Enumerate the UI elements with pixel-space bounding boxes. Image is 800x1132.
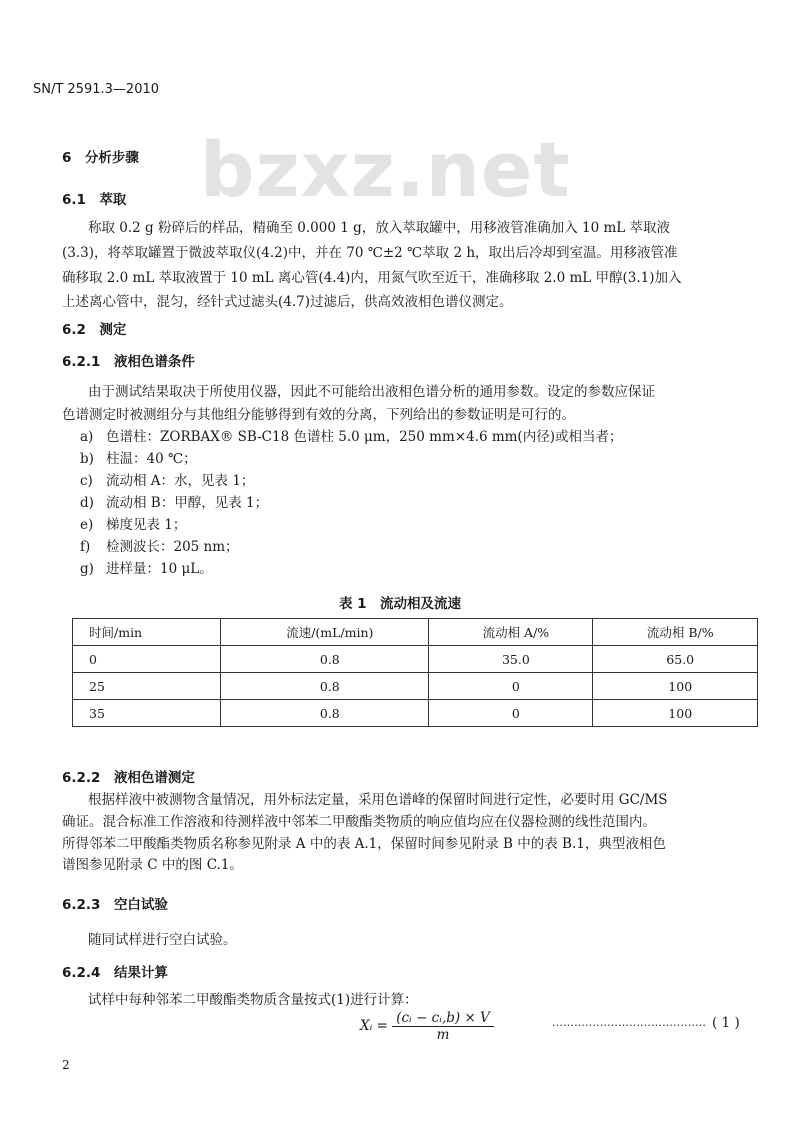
section-6-heading	[62, 146, 139, 166]
paragraph-line: 谱图参见附录 C 中的图 C.1。	[62, 857, 243, 873]
section-6-2-2-heading	[62, 766, 195, 786]
list-item	[80, 425, 622, 445]
list-text: 流动相 B：甲醇，见表 1；	[106, 495, 269, 511]
section-6-1-heading	[62, 188, 126, 208]
table-row	[73, 700, 758, 727]
column-header: 流动相 B/%	[593, 619, 758, 646]
list-text: 色谱柱：ZORBAX® SB-C18 色谱柱 5.0 μm，250 mm×4.6 mm(内径)或相当者；	[106, 429, 623, 445]
list-text: 柱温：40 ℃；	[106, 451, 197, 467]
section-title: 分析步骤	[84, 150, 139, 166]
list-text: 流动相 A：水，见表 1；	[106, 473, 255, 489]
document-code-header: SN/T 2591.3—2010	[33, 82, 160, 97]
table-cell: 100	[593, 700, 758, 727]
list-text: 梯度见表 1；	[106, 517, 187, 533]
list-item	[80, 557, 213, 577]
table-header-row	[73, 619, 758, 646]
mobile-phase-table	[72, 618, 758, 727]
section-title: 液相色谱测定	[113, 770, 195, 786]
list-text: 检测波长：205 nm；	[106, 539, 239, 555]
paragraph-line: 由于测试结果取决于所使用仪器，因此不可能给出液相色谱分析的通用参数。设定的参数应保证	[88, 384, 655, 400]
paragraph-line: 确移取 2.0 mL 萃取液置于 10 mL 离心管(4.4)内，用氮气吹至近干，准确移取 2.0 mL 甲醇(3.1)加入	[62, 270, 682, 286]
section-number: 6.2	[62, 322, 86, 338]
table-cell: 0.8	[221, 673, 429, 700]
column-header: 流速/(mL/min)	[221, 619, 429, 646]
list-text: 进样量：10 μL。	[106, 561, 213, 577]
section-number: 6.2.2	[62, 770, 101, 786]
section-number: 6.2.1	[62, 354, 101, 370]
watermark: bzxz.net	[200, 125, 571, 214]
table-cell: 0	[429, 700, 593, 727]
table-cell: 0.8	[221, 646, 429, 673]
section-number: 6	[62, 150, 72, 166]
section-number: 6.2.4	[62, 965, 101, 981]
paragraph-line: 称取 0.2 g 粉碎后的样品，精确至 0.000 1 g，放入萃取罐中，用移液管准确加入 10 mL 萃取液	[88, 220, 671, 236]
list-label: f)	[80, 539, 91, 555]
formula-leader: ……………………………………	[552, 1016, 706, 1029]
table-cell: 0.8	[221, 700, 429, 727]
list-label: e)	[80, 517, 94, 533]
list-label: c)	[80, 473, 93, 489]
formula-number: ( 1 )	[712, 1015, 740, 1031]
table-row	[73, 646, 758, 673]
section-title: 结果计算	[113, 965, 168, 981]
section-6-2-1-heading	[62, 350, 195, 370]
section-number: 6.2.3	[62, 897, 101, 913]
list-label: b)	[80, 451, 94, 467]
paragraph-line: (3.3)，将萃取罐置于微波萃取仪(4.2)中，并在 70 ℃±2 ℃萃取 2 h，取出后冷却到室温。用移液管准	[62, 245, 678, 261]
paragraph-line: 确证。混合标准工作溶液和待测样液中邻苯二甲酸酯类物质的响应值均应在仪器检测的线性范围内。	[62, 814, 656, 830]
formula-1	[360, 1010, 494, 1043]
section-6-2-heading	[62, 318, 126, 338]
list-item	[80, 469, 254, 489]
table-cell: 0	[429, 673, 593, 700]
table-cell: 100	[593, 673, 758, 700]
page-number: 2	[62, 1058, 70, 1072]
list-label: a)	[80, 429, 94, 445]
list-label: g)	[80, 561, 94, 577]
column-header: 流动相 A/%	[429, 619, 593, 646]
paragraph-line: 所得邻苯二甲酸酯类物质名称参见附录 A 中的表 A.1，保留时间参见附录 B 中的表 B.1，典型液相色	[62, 836, 666, 852]
column-header: 时间/min	[73, 619, 221, 646]
paragraph-line: 上述离心管中，混匀，经针式过滤头(4.7)过滤后，供高效液相色谱仪测定。	[62, 294, 513, 310]
section-number: 6.1	[62, 192, 86, 208]
paragraph-line: 根据样液中被测物含量情况，用外标法定量，采用色谱峰的保留时间进行定性，必要时用 GC/MS	[88, 792, 668, 808]
list-item	[80, 535, 239, 555]
table-caption: 表 1 流动相及流速	[338, 596, 462, 612]
paragraph-line: 随同试样进行空白试验。	[88, 932, 237, 948]
section-6-2-4-heading	[62, 961, 168, 981]
formula-lhs: Xᵢ =	[360, 1018, 388, 1034]
formula-denominator: m	[436, 1027, 450, 1043]
section-title: 液相色谱条件	[113, 354, 195, 370]
list-item	[80, 513, 186, 533]
table-cell: 0	[73, 646, 221, 673]
paragraph-line: 试样中每种邻苯二甲酸酯类物质含量按式(1)进行计算：	[88, 992, 418, 1008]
section-title: 萃取	[99, 192, 127, 208]
section-title: 测定	[99, 322, 127, 338]
formula-fraction	[392, 1010, 494, 1043]
list-item	[80, 491, 268, 511]
paragraph-line: 色谱测定时被测组分与其他组分能够得到有效的分离，下列给出的参数证明是可行的。	[62, 407, 575, 423]
table-cell: 65.0	[593, 646, 758, 673]
list-item	[80, 447, 197, 467]
list-label: d)	[80, 495, 94, 511]
table-cell: 35.0	[429, 646, 593, 673]
table-row	[73, 673, 758, 700]
table-cell: 35	[73, 700, 221, 727]
formula-numerator: (cᵢ − cᵢ,b) × V	[392, 1010, 494, 1027]
table-cell: 25	[73, 673, 221, 700]
section-6-2-3-heading	[62, 893, 168, 913]
section-title: 空白试验	[113, 897, 168, 913]
